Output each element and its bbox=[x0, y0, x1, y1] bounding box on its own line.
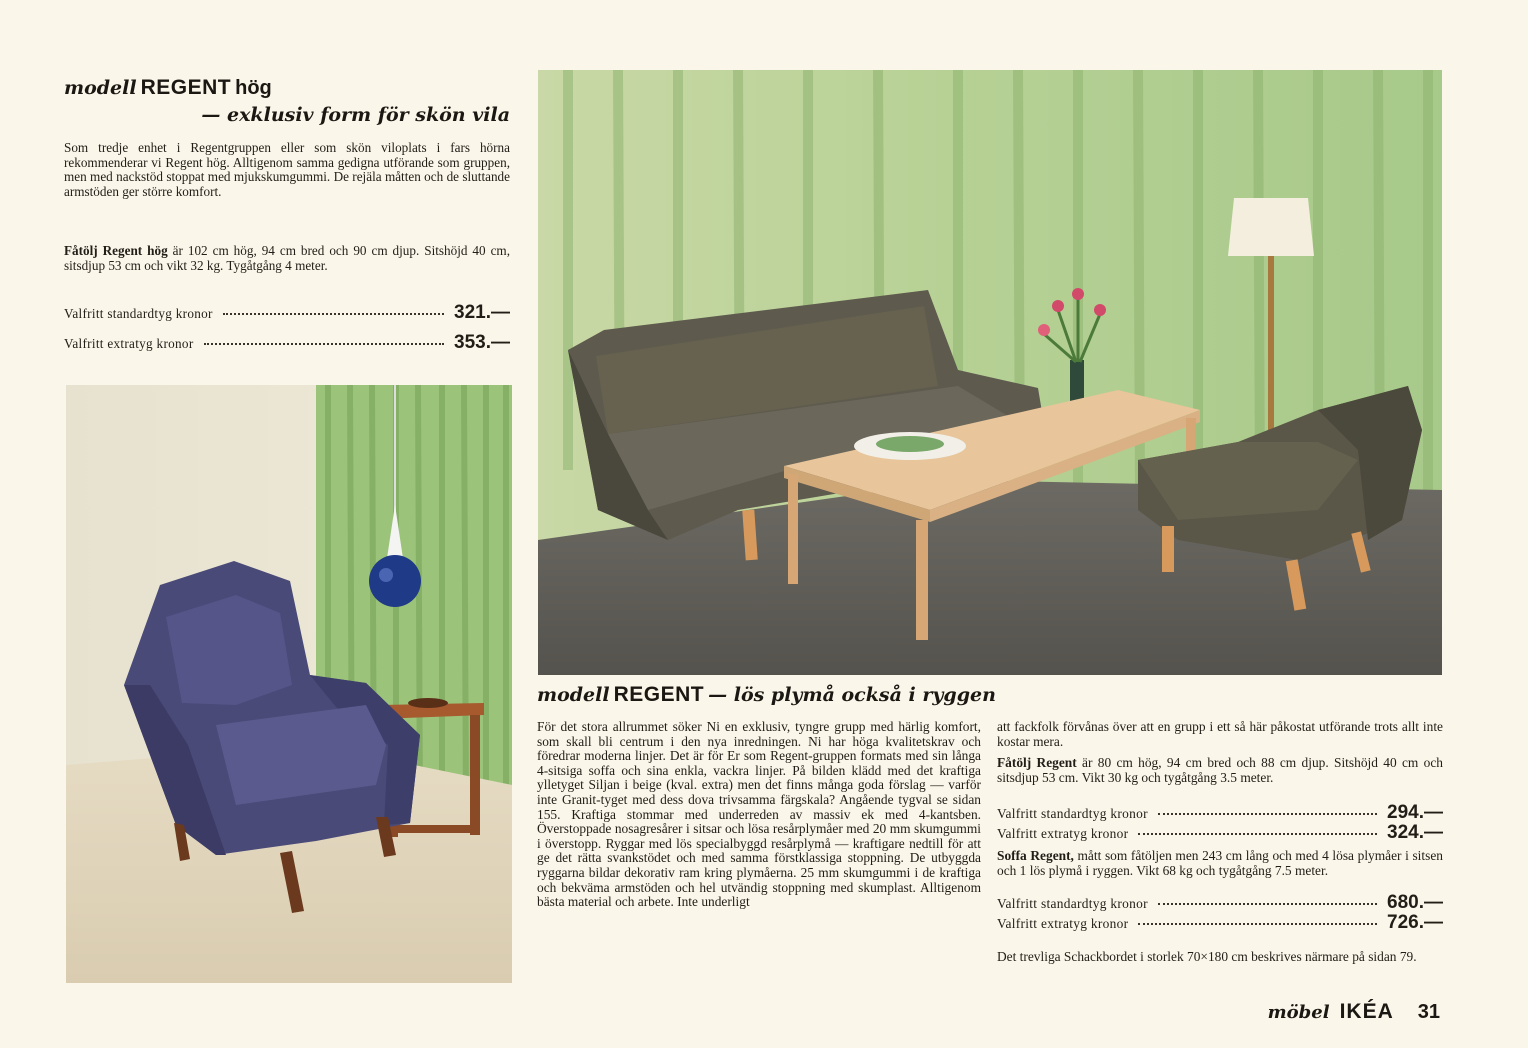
footer-mobel: möbel bbox=[1267, 1002, 1330, 1023]
regent-hog-tagline: — exklusiv form för skön vila bbox=[201, 104, 510, 126]
leader-dots bbox=[1138, 833, 1377, 835]
armchair-spec bbox=[997, 756, 1443, 785]
sofa-group-illustration bbox=[538, 70, 1442, 675]
armchair-photo bbox=[66, 385, 512, 983]
price-value: 321.— bbox=[454, 302, 510, 323]
leader-dots bbox=[1158, 813, 1377, 815]
page-number: 31 bbox=[1417, 1001, 1440, 1023]
sofa-price-standard bbox=[997, 892, 1443, 914]
regent-group-heading bbox=[537, 683, 1437, 707]
model-word: modell bbox=[537, 684, 610, 706]
sofa-spec bbox=[997, 849, 1443, 878]
leader-dots bbox=[223, 313, 444, 315]
sofa-group-photo bbox=[538, 70, 1442, 675]
price-value: 324.— bbox=[1387, 822, 1443, 843]
regent-hog-intro: Som tredje enhet i Regentgruppen eller som skön viloplats i fars hörna rekommenderar vi Regent hög. Alltigenom samma gedigna utförande som gruppen, men med nackstöd stoppat med mjukskumgummi. De rejäla måtten och de sluttande armstöden ger större komfort. bbox=[64, 140, 510, 199]
model-name: REGENT bbox=[140, 76, 232, 99]
sofa-price-extra bbox=[997, 912, 1443, 934]
price-row-extra bbox=[64, 332, 510, 354]
regent-group-description-cont: att fackfolk förvånas över att en grupp i ett så här påkostat utförande trots allt inte kostar mera. bbox=[997, 719, 1443, 749]
price-value: 294.— bbox=[1387, 802, 1443, 823]
price-label: Valfritt standardtyg kronor bbox=[997, 896, 1148, 911]
regent-hog-spec bbox=[64, 244, 510, 273]
price-row-standard bbox=[64, 302, 510, 324]
sofa-spec-lead: Soffa Regent, bbox=[997, 848, 1074, 863]
leader-dots bbox=[1138, 923, 1377, 925]
spec-text: är 102 cm hög, 94 cm bred och 90 cm djup. Sitshöjd 40 cm, sitsdjup 53 cm och vikt 32 kg. Tygåtgång 4 meter. bbox=[64, 243, 510, 273]
armchair-spec-lead: Fåtölj Regent bbox=[997, 755, 1077, 770]
page-footer bbox=[1268, 1000, 1440, 1024]
price-label: Valfritt standardtyg kronor bbox=[997, 806, 1148, 821]
leader-dots bbox=[204, 343, 445, 345]
armchair-price-standard bbox=[997, 802, 1443, 824]
armchair-illustration bbox=[66, 385, 512, 983]
price-label: Valfritt extratyg kronor bbox=[64, 336, 194, 351]
spec-lead: Fåtölj Regent hög bbox=[64, 243, 168, 258]
regent-group-tagline: — lös plymå också i ryggen bbox=[708, 684, 996, 706]
armchair-spec-text: är 80 cm hög, 94 cm bred och 88 cm djup. Sitshöjd 40 cm och sitsdjup 53 cm. Vikt 30 kg och tygåtgång 3.5 meter. bbox=[997, 755, 1443, 785]
price-label: Valfritt extratyg kronor bbox=[997, 916, 1129, 931]
chess-table-note: Det trevliga Schackbordet i storlek 70×180 cm beskrives närmare på sidan 79. bbox=[997, 949, 1417, 964]
model-variant: hög bbox=[235, 77, 272, 99]
regent-group-description: För det stora allrummet söker Ni en exklusiv, tyngre grupp med härlig komfort, som skall bli centrum i den nya inredningen. Ni har höga kvalitetskrav och föredrar moderna linjer. Det är för Er som Regent-gruppen formats med sin långa 4-sitsiga soffa och sina enkla, vackra linjer. På bilden klädd med det kraftiga ylletyget Siljan i beige (kval. extra) men det finns många goda förslag — varför inte Granit-tyget med dess dova trivsamma färgskala? Angående tygval se sidan 155. Kraftiga stommar med underreden av massiv ek med 4-kantsben. Överstoppade nosagresårer i sitsar och lösa resårplymåer med 20 mm skumgummi i överstopp. Ryggar med lös specialbyggd resårplymå — kraftigare nedtill för att ge det rätta svankstödet och med samma förstklassiga stoppning. De utbyggda ryggarna bildar dekorativ ram kring plymåerna. 25 mm skumgummi i de kraftiga och bekväma armstöden och hel utvändig stoppning med skumplast. Alltigenom bästa material och arbete. Inte underligt bbox=[537, 719, 981, 910]
brand-logo: IKÉA bbox=[1339, 1000, 1394, 1023]
model-word: modell bbox=[64, 77, 137, 99]
price-value: 353.— bbox=[454, 332, 510, 353]
price-label: Valfritt extratyg kronor bbox=[997, 826, 1129, 841]
regent-hog-heading bbox=[64, 76, 510, 100]
leader-dots bbox=[1158, 903, 1377, 905]
armchair-price-extra bbox=[997, 822, 1443, 844]
price-label: Valfritt standardtyg kronor bbox=[64, 306, 213, 321]
price-value: 680.— bbox=[1387, 892, 1443, 913]
price-value: 726.— bbox=[1387, 912, 1443, 933]
model-name: REGENT bbox=[613, 683, 705, 706]
sofa-spec-text: mått som fåtöljen men 243 cm lång och med 4 lösa plymåer i sitsen och 1 lös plymå i ryggen. Vikt 68 kg och tygåtgång 7.5 meter. bbox=[997, 848, 1443, 878]
